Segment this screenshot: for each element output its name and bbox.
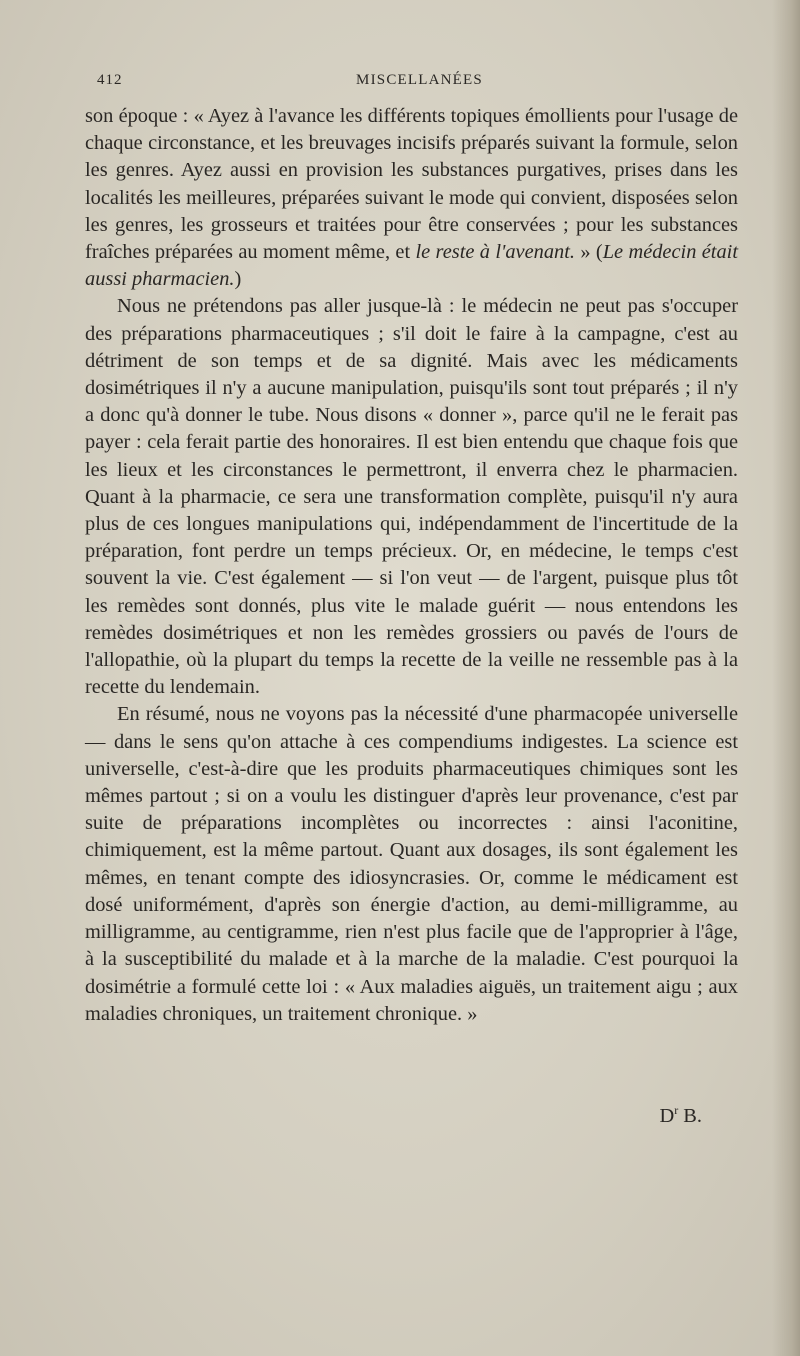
author-signature [659,1103,702,1128]
paragraph-1-italic-aside: Le médecin était aussi pharmacien. [85,241,738,291]
signature-initial: B. [678,1104,702,1127]
paragraph-1-text: son époque : « Ayez à l'avance les différents topiques émollients pour l'usage de chaque circonstance, et les breuvages incisifs préparés suivant la formule, selon les genres. Ayez aussi en provision les substances purgatives, prises dans les localités les meilleures, préparées suivant le mode qui convient, disposées selon les genres, les grosseurs et traitées pour être conservées ; pour les substances fraîches préparées au moment même, et [85,105,738,264]
paragraph-1-text-c: ) [234,268,242,291]
signature-title: D [659,1104,675,1127]
page-edge-shadow [772,0,800,1356]
running-title: MISCELLANÉES [356,72,483,88]
paragraph-1-italic-phrase: le reste à l'avenant. [415,241,576,264]
paragraph-1-text-b: » ( [575,241,603,264]
page-number: 412 [97,72,123,88]
signature-title-superscript: r [674,1103,679,1117]
paragraph-1 [85,103,738,293]
paragraph-3: En résumé, nous ne voyons pas la nécessité d'une pharmacopée universelle — dans le sens qu'on attache à ces compendiums indigestes. La science est universelle, c'est-à-dire que les produits pharmaceutiques chimiques sont les mêmes partout ; si on a voulu les distinguer d'après leur provenance, c'est par suite de préparations incomplètes ou incorrectes : ainsi l'aconitine, chimiquement, est la même partout. Quant aux dosages, ils sont également les mêmes, en tenant compte des idiosyncrasies. Or, comme le médicament est dosé uniformément, d'après son énergie d'action, au demi-milligramme, au milligramme, au centigramme, rien n'est plus facile que de l'approprier à l'âge, à la susceptibilité du malade et à la marche de la maladie. C'est pourquoi la dosimétrie a formulé cette loi : « Aux maladies aiguës, un traitement aigu ; aux maladies chroniques, un traitement chronique. » [85,703,738,1025]
body-text [85,103,738,1028]
running-head [97,72,742,94]
paragraph-2: Nous ne prétendons pas aller jusque-là : le médecin ne peut pas s'occuper des préparations pharmaceutiques ; s'il doit le faire à la campagne, c'est au détriment de son temps et de sa dignité. Mais avec les médicaments dosimétriques il n'y a aucune manipulation, puisqu'ils sont tout préparés ; il n'y a donc qu'à donner le tube. Nous disons « donner », parce qu'il ne le ferait pas payer : cela ferait partie des honoraires. Il est bien entendu que chaque fois que les lieux et les circonstances le permettront, il enverra chez le pharmacien. Quant à la pharmacie, ce sera une transformation complète, puisqu'il n'y aura plus de ces longues manipulations qui, indépendamment de l'incertitude de la préparation, font perdre un temps précieux. Or, en médecine, le temps c'est souvent la vie. C'est également — si l'on veut — de l'argent, puisque plus tôt les remèdes sont donnés, plus vite le malade guérit — nous entendons les remèdes dosimétriques et non les remèdes grossiers ou pavés de l'ours de l'allopathie, où la plupart du temps la recette de la veille ne ressemble pas à la recette du lendemain. [85,295,738,699]
